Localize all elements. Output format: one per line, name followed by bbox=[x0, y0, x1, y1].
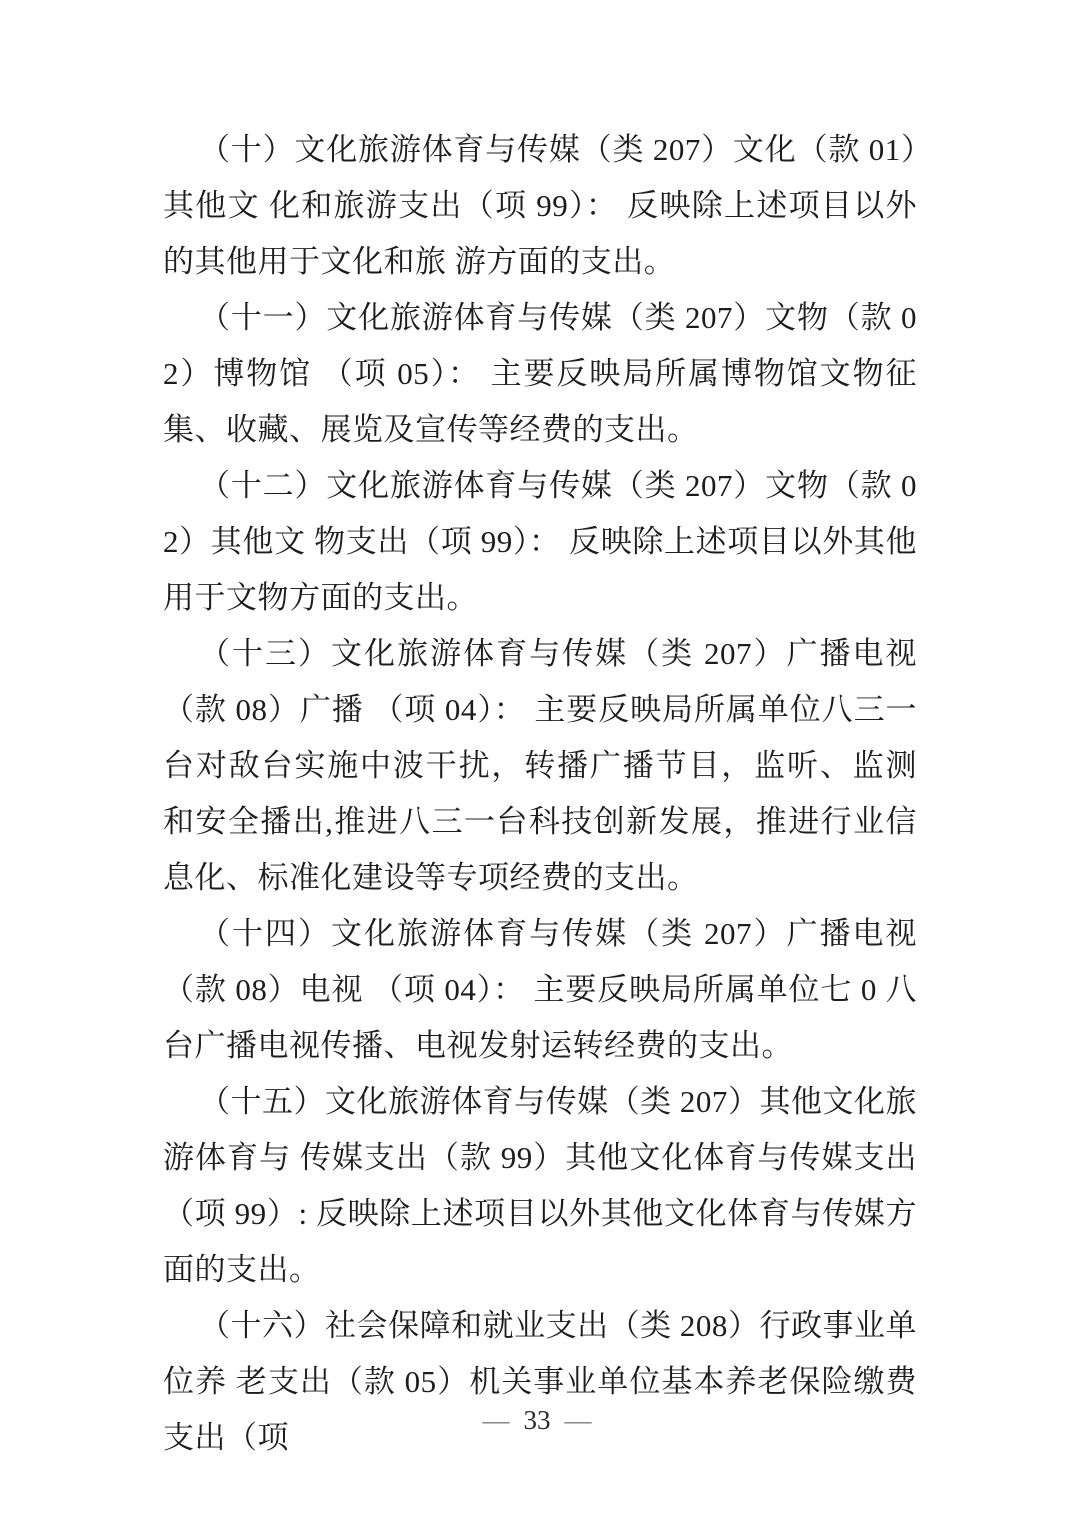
footer-dash-right: — bbox=[564, 1405, 592, 1435]
paragraph-item-10: （十）文化旅游体育与传媒（类 207）文化（款 01）其他文 化和旅游支出（项 99）： 反映除上述项目以外的其他用于文化和旅 游方面的支出。 bbox=[163, 132, 917, 279]
document-body bbox=[163, 122, 917, 1466]
paragraph-item-13: （十三）文化旅游体育与传媒（类 207）广播电视（款 08）广播 （项 04）： 主要反映局所属单位八三一台对敌台实施中波干扰，转播广播节目，监听、监测和安全播出,推进八三一台科技创新发展，推进行业信息化、标准化建设等专项经费的支出。 bbox=[163, 636, 917, 895]
page-number: 33 bbox=[523, 1405, 551, 1435]
paragraph-item-12: （十二）文化旅游体育与传媒（类 207）文物（款 02）其他文 物支出（项 99）： 反映除上述项目以外其他用于文物方面的支出。 bbox=[163, 468, 917, 615]
paragraph-item-16: （十六）社会保障和就业支出（类 208）行政事业单位养 老支出（款 05）机关事业单位基本养老保险缴费支出（项 bbox=[163, 1308, 917, 1455]
footer-dash-left: — bbox=[482, 1405, 510, 1435]
paragraph-item-14: （十四）文化旅游体育与传媒（类 207）广播电视（款 08）电视 （项 04）： 主要反映局所属单位七 0 八台广播电视传播、电视发射运转经费的支出。 bbox=[163, 916, 917, 1063]
page-footer bbox=[0, 1402, 1074, 1438]
paragraph-item-11: （十一）文化旅游体育与传媒（类 207）文物（款 02）博物馆 （项 05）： 主要反映局所属博物馆文物征集、收藏、展览及宣传等经费的支出。 bbox=[163, 300, 917, 447]
paragraph-item-15: （十五）文化旅游体育与传媒（类 207）其他文化旅游体育与 传媒支出（款 99）其他文化体育与传媒支出（项 99）: 反映除上述项目以外其他文化体育与传媒方面的支出。 bbox=[163, 1084, 917, 1287]
